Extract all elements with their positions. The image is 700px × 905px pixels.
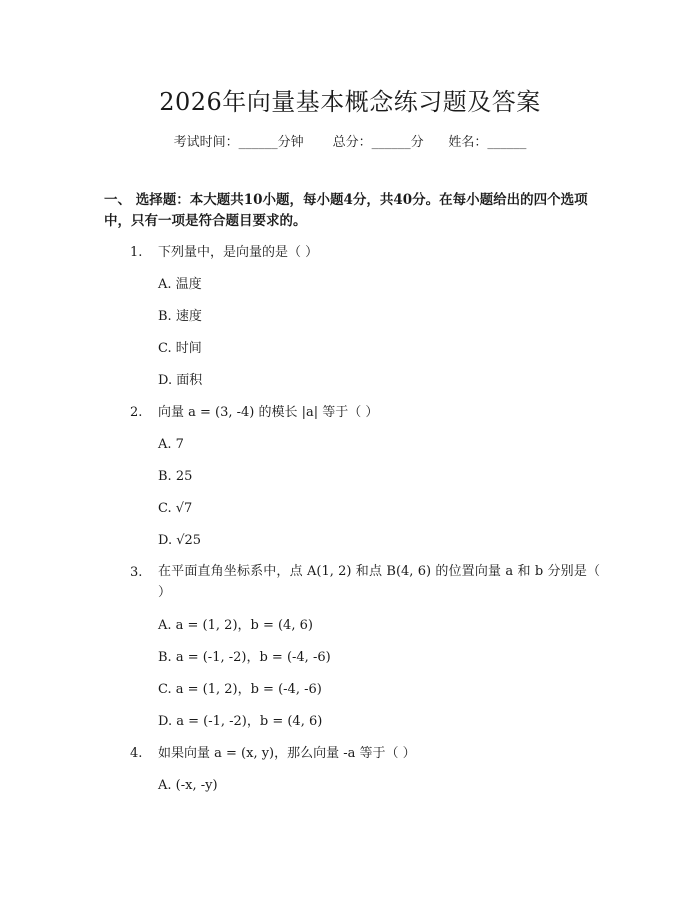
option-b: B. 25 [158,469,193,484]
section-heading: 一、 选择题：本大题共10小题，每小题4分，共40分。在每小题给出的四个选项中，只有一项是符合题目要求的。 [104,192,588,229]
question-stem: 在平面直角坐标系中，点 A(1, 2) 和点 B(4, 6) 的位置向量 a 和 b 分别是（ ） [158,564,600,600]
question-stem: 如果向量 a = (x, y)，那么向量 -a 等于（ ） [158,746,416,761]
score-unit: 分 [410,135,424,150]
time-blank: ______ [238,135,278,150]
option-a: A. a = (1, 2)，b = (4, 6) [158,618,313,633]
option-c: C. √7 [158,501,193,516]
question-number: 3. [130,565,143,580]
question-number: 4. [130,746,143,761]
name-blank: ______ [487,135,527,150]
option-d: D. a = (-1, -2)，b = (4, 6) [158,714,323,729]
option-a: A. 7 [158,437,184,452]
option-c: C. a = (1, 2)，b = (-4, -6) [158,682,322,697]
option-d: D. 面积 [158,373,203,388]
question-number: 2. [130,405,143,420]
time-label: 考试时间： [173,135,239,150]
option-c: C. 时间 [158,341,202,356]
score-label: 总分： [332,135,372,150]
question-stem: 下列量中，是向量的是（ ） [158,245,319,260]
option-a: A. 温度 [158,277,202,292]
option-b: B. a = (-1, -2)，b = (-4, -6) [158,650,331,665]
question-stem: 向量 a = (3, -4) 的模长 |a| 等于（ ） [158,405,379,420]
option-b: B. 速度 [158,309,202,324]
question-number: 1. [130,245,143,260]
page-title: 2026年向量基本概念练习题及答案 [159,88,541,116]
option-d: D. √25 [158,533,202,548]
option-a: A. (-x, -y) [158,778,218,793]
time-unit: 分钟 [277,135,304,150]
name-label: 姓名： [448,135,488,150]
score-blank: ______ [371,135,411,150]
exam-meta [0,131,700,150]
